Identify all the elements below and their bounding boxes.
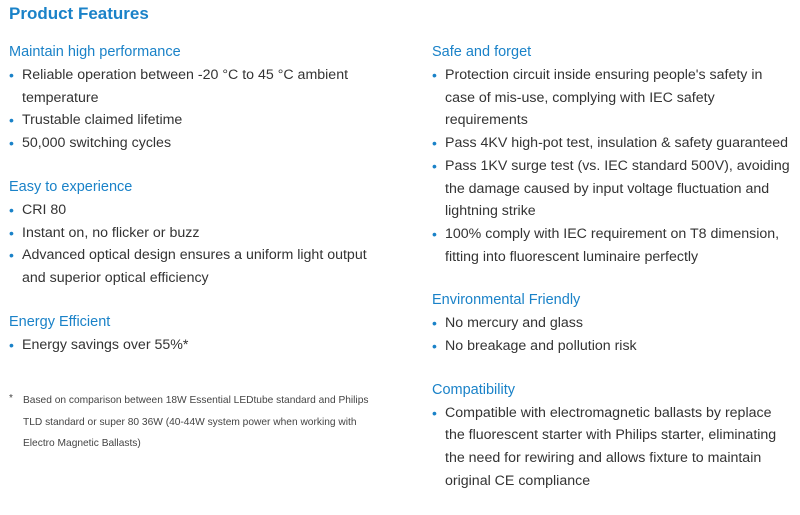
list-item xyxy=(9,132,384,155)
footnote-text: Based on comparison between 18W Essential LEDtube standard and Philips TLD standard or super 80 36W (40-44W system power when working with Electro Magnetic Ballasts) xyxy=(23,395,369,449)
list-item xyxy=(9,334,384,357)
feature-list xyxy=(9,64,384,155)
list-item xyxy=(9,109,384,132)
list-item-text: Energy savings over 55%* xyxy=(22,336,189,353)
list-item xyxy=(432,402,792,493)
page-title: Product Features xyxy=(9,4,149,23)
list-item xyxy=(432,223,792,268)
list-item-text: Pass 1KV surge test (vs. IEC standard 500V), avoiding the damage caused by input voltage fluctuation and lightning strike xyxy=(445,157,790,220)
bullet-icon: • xyxy=(9,67,14,83)
section-easy-to-experience xyxy=(9,177,384,290)
bullet-icon: • xyxy=(432,315,437,332)
section-compatibility xyxy=(432,380,792,493)
list-item-text: 50,000 switching cycles xyxy=(22,135,172,152)
bullet-icon: • xyxy=(9,135,14,152)
list-item xyxy=(9,64,384,109)
section-heading: Compatibility xyxy=(432,381,515,398)
list-item-text: Instant on, no flicker or buzz xyxy=(22,224,200,241)
list-item xyxy=(432,132,792,155)
list-item xyxy=(432,312,792,335)
bullet-icon: • xyxy=(9,201,14,218)
section-heading: Energy Efficient xyxy=(9,313,111,330)
list-item-text: 100% comply with IEC requirement on T8 dimension, fitting into fluorescent luminaire perfectly xyxy=(445,225,780,265)
list-item-text: CRI 80 xyxy=(22,201,67,218)
section-heading: Maintain high performance xyxy=(9,44,181,60)
feature-list xyxy=(432,402,792,493)
bullet-icon: • xyxy=(9,247,14,264)
list-item-text: Pass 4KV high-pot test, insulation & safety guaranteed xyxy=(445,135,789,152)
section-safe-and-forget xyxy=(432,42,792,268)
footnote xyxy=(9,390,378,455)
list-item xyxy=(432,64,792,132)
feature-list xyxy=(9,199,384,290)
bullet-icon: • xyxy=(9,112,14,129)
section-environmental-friendly xyxy=(432,290,792,357)
list-item xyxy=(432,335,792,358)
bullet-icon: • xyxy=(432,67,437,83)
section-energy-efficient xyxy=(9,312,384,357)
list-item xyxy=(9,222,384,245)
list-item-text: Reliable operation between -20 °C to 45 °C ambient temperature xyxy=(22,67,349,106)
right-column xyxy=(432,42,792,515)
list-item-text: No mercury and glass xyxy=(445,315,583,332)
list-item xyxy=(9,244,384,289)
list-item-text: Advanced optical design ensures a uniform light output and superior optical efficiency xyxy=(22,247,367,286)
section-heading: Safe and forget xyxy=(432,44,532,60)
feature-list xyxy=(9,334,384,357)
bullet-icon: • xyxy=(432,135,437,152)
left-column xyxy=(9,42,384,378)
list-item-text: Compatible with electromagnetic ballasts by replace the fluorescent starter with Philips starter, eliminating the need for rewiring and allows fixture to maintain original CE compliance xyxy=(445,404,777,489)
list-item xyxy=(9,199,384,222)
list-item xyxy=(432,155,792,223)
bullet-icon: • xyxy=(9,224,14,241)
section-maintain-high-performance xyxy=(9,42,384,155)
feature-list xyxy=(432,312,792,357)
section-heading: Environmental Friendly xyxy=(432,292,581,309)
feature-list xyxy=(432,64,792,268)
footnote-mark: * xyxy=(9,393,13,404)
list-item-text: Protection circuit inside ensuring people's safety in case of mis-use, complying with IEC safety requirements xyxy=(445,67,763,129)
bullet-icon: • xyxy=(9,336,14,353)
list-item-text: No breakage and pollution risk xyxy=(445,338,637,355)
bullet-icon: • xyxy=(432,338,437,355)
bullet-icon: • xyxy=(432,225,437,242)
list-item-text: Trustable claimed lifetime xyxy=(22,112,183,129)
bullet-icon: • xyxy=(432,157,437,174)
section-heading: Easy to experience xyxy=(9,178,133,195)
bullet-icon: • xyxy=(432,404,437,421)
